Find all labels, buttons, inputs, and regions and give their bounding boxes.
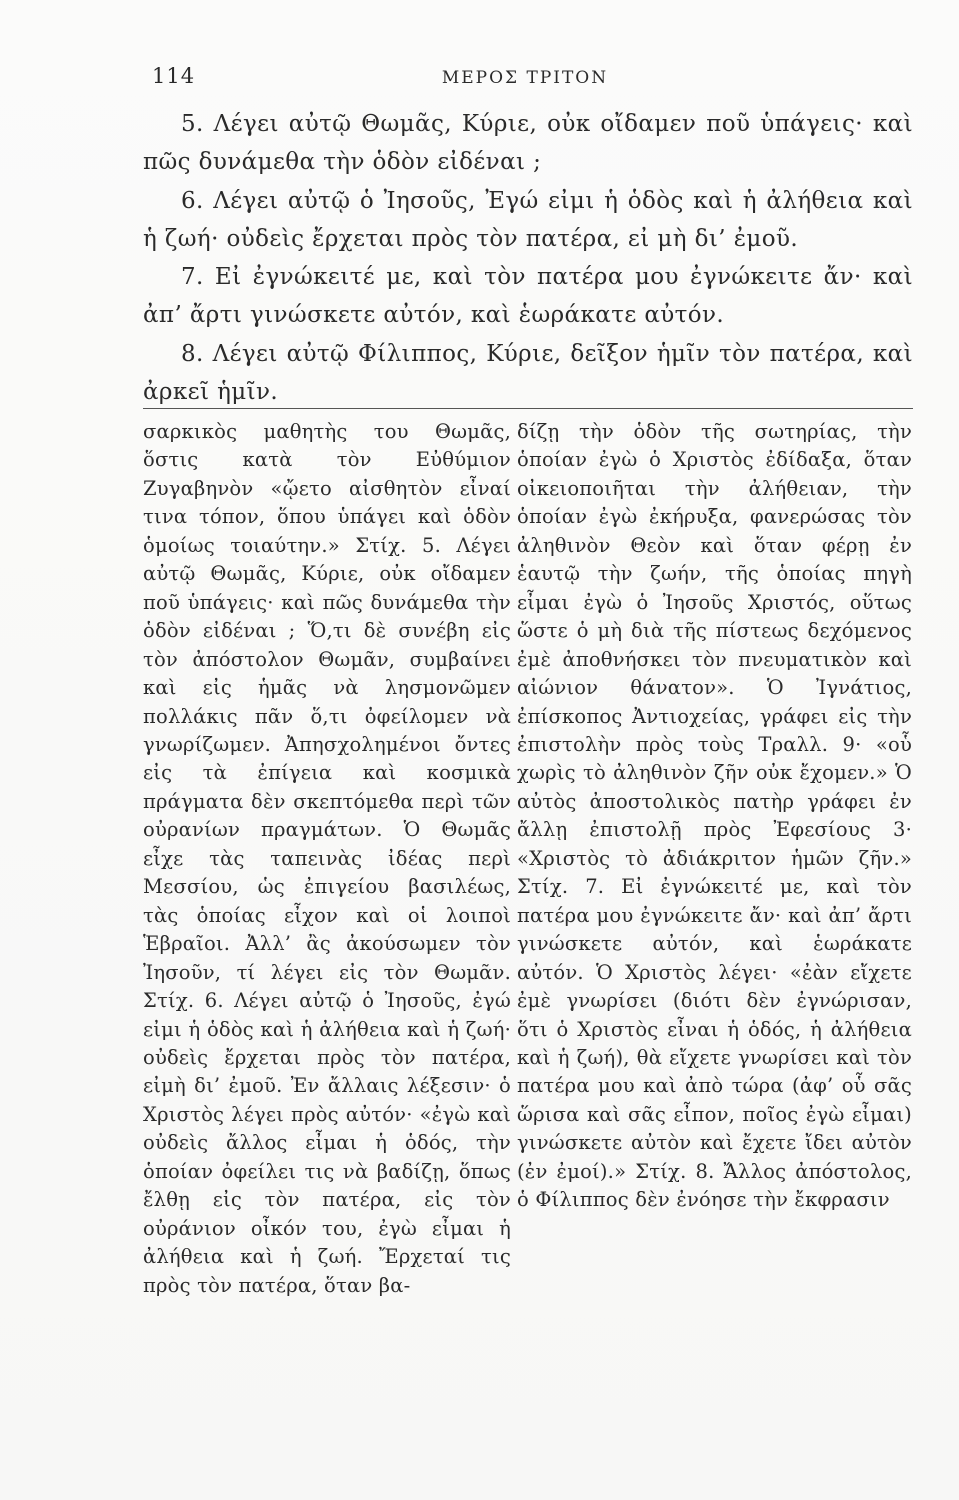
commentary-right-text: δίζῃ τὴν ὁδὸν τῆς σωτηρίας, τὴν ὁποίαν ἐγὼ ὁ Χριστὸς ἐδίδαξα, ὅταν οἰκειοποιῆται τὴν ἀλήθειαν, τὴν ὁποίαν ἐγὼ ἐκήρυξα, φανερώσας τὸν ἀληθινὸν Θεὸν καὶ ὅταν φέρῃ ἐν ἑαυτῷ τὴν ζωήν, τῆς ὁποίας πηγὴ εἶμαι ἐγὼ ὁ Ἰησοῦς Χριστός, οὕτως ὥστε ὁ μὴ διὰ τῆς πίστεως δεχόμενος ἐμὲ ἀποθνήσκει τὸν πνευματικὸν καὶ αἰώνιον θάνατον». Ὁ Ἰγνάτιος, ἐπίσκοπος Ἀντιοχείας, γράφει εἰς τὴν ἐπιστολὴν πρὸς τοὺς Τραλλ. 9· «οὗ χωρὶς τὸ ἀληθινὸν ζῆν οὐκ ἔχομεν.» Ὁ αὐτὸς ἀποστολικὸς πατὴρ γράφει ἐν ἄλλῃ ἐπιστολῇ πρὸς Ἐφεσίους 3· «Χριστὸς τὸ ἀδιάκριτον ἡμῶν ζῆν.» Στίχ. 7. Εἰ ἐγνώκειτέ με, καὶ τὸν πατέρα μου ἐγνώκειτε ἄν· καὶ ἀπ’ ἄρτι γινώσκετε αὐτόν, καὶ ἑωράκατε αὐτόν. Ὁ Χριστὸς λέγει· «ἐὰν εἴχετε ἐμὲ γνωρίσει (διότι δὲν ἐγνώρισαν, ὅτι ὁ Χριστὸς εἶναι ἡ ὁδός, ἡ ἀλήθεια καὶ ἡ ζωή), θὰ εἴχετε γνωρίσει καὶ τὸν πατέρα μου καὶ ἀπὸ τώρα (ἀφ’ οὗ σᾶς ὥρισα καὶ σᾶς εἶπον, ποῖος ἐγὼ εἶμαι) γινώσκετε αὐτὸν καὶ ἔχετε ἴδει αὐτὸν (ἐν ἐμοί).» Στίχ. 8. Ἄλλος ἀπόστολος, ὁ Φίλιππος δὲν ἐνόησε τὴν ἔκφρασιν bbox=[517, 420, 912, 1212]
verse-5: 5. Λέγει αὐτῷ Θωμᾶς, Κύριε, οὐκ οἴδαμεν ποῦ ὑπάγεις· καὶ πῶς δυνάμεθα τὴν ὁδὸν εἰδέναι ; bbox=[143, 111, 913, 176]
page-number: 114 bbox=[152, 64, 196, 88]
page-header bbox=[140, 60, 910, 96]
verse-7: 7. Εἰ ἐγνώκειτέ με, καὶ τὸν πατέρα μου ἐγνώκειτε ἄν· καὶ ἀπ’ ἄρτι γινώσκετε αὐτόν, καὶ ἑωράκατε αὐτόν. bbox=[143, 264, 913, 329]
commentary-left-text: σαρκικὸς μαθητὴς του Θωμᾶς, ὅστις κατὰ τὸν Εὐθύμιον Ζυγαβηνὸν «ᾤετο αἰσθητὸν εἶναί τινα τόπον, ὅπου ὑπάγει καὶ ὁδὸν ὁμοίως τοιαύτην.» Στίχ. 5. Λέγει αὐτῷ Θωμᾶς, Κύριε, οὐκ οἴδαμεν ποῦ ὑπάγεις· καὶ πῶς δυνάμεθα τὴν ὁδὸν εἰδέναι ; Ὅ,τι δὲ συνέβη εἰς τὸν ἀπόστολον Θωμᾶν, συμβαίνει καὶ εἰς ἡμᾶς νὰ λησμονῶμεν πολλάκις πᾶν ὅ,τι ὀφείλομεν νὰ γνωρίζωμεν. Ἀπησχολημένοι ὄντες εἰς τὰ ἐπίγεια καὶ κοσμικὰ πράγματα δὲν σκεπτόμεθα περὶ τῶν οὐρανίων πραγμάτων. Ὁ Θωμᾶς εἶχε τὰς ταπεινὰς ἰδέας περὶ Μεσσίου, ὡς ἐπιγείου βασιλέως, τὰς ὁποίας εἶχον καὶ οἱ λοιποὶ Ἑβραῖοι. Ἀλλ’ ἂς ἀκούσωμεν τὸν Ἰησοῦν, τί λέγει εἰς τὸν Θωμᾶν. Στίχ. 6. Λέγει αὐτῷ ὁ Ἰησοῦς, ἐγώ εἰμι ἡ ὁδὸς καὶ ἡ ἀλήθεια καὶ ἡ ζωή· οὐδεὶς ἔρχεται πρὸς τὸν πατέρα, εἰμὴ δι’ ἐμοῦ. Ἐν ἄλλαις λέξεσιν· ὁ Χριστὸς λέγει πρὸς αὐτόν· «ἐγὼ καὶ οὐδεὶς ἄλλος εἶμαι ἡ ὁδός, τὴν ὁποίαν ὀφείλει τις νὰ βαδίζῃ, ὅπως ἔλθῃ εἰς τὸν πατέρα, εἰς τὸν οὐράνιον οἶκόν του, ἐγὼ εἶμαι ἡ ἀλήθεια καὶ ἡ ζωή. Ἔρχεταί τις πρὸς τὸν πατέρα, ὅταν βα- bbox=[143, 420, 511, 1297]
running-head: ΜΕΡΟΣ ΤΡΙΤΟΝ bbox=[441, 68, 609, 88]
verse-8: 8. Λέγει αὐτῷ Φίλιππος, Κύριε, δεῖξον ἡμῖν τὸν πατέρα, καὶ ἀρκεῖ ἡμῖν. bbox=[143, 340, 913, 406]
section-divider bbox=[143, 408, 913, 409]
verse-6: 6. Λέγει αὐτῷ ὁ Ἰησοῦς, Ἐγώ εἰμι ἡ ὁδὸς καὶ ἡ ἀλήθεια καὶ ἡ ζωή· οὐδεὶς ἔρχεται πρὸς τὸν πατέρα, εἰ μὴ δι’ ἐμοῦ. bbox=[143, 187, 913, 252]
commentary-right-column bbox=[517, 418, 912, 1215]
scripture-verses bbox=[143, 105, 913, 411]
commentary-left-column bbox=[143, 418, 511, 1300]
